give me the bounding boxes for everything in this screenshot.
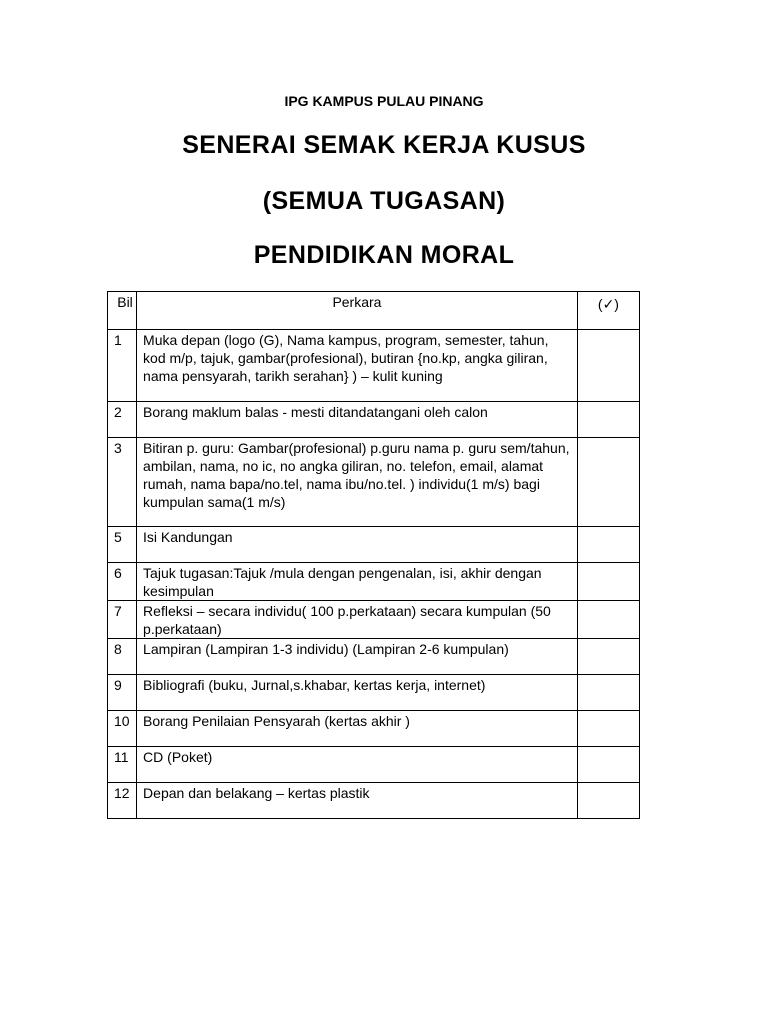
document-subject: PENDIDIKAN MORAL (253, 241, 515, 269)
table-row (108, 330, 640, 402)
row-number: 10 (108, 711, 137, 747)
header-bil: Bil (108, 292, 137, 330)
row-item: Isi Kandungan (137, 527, 578, 563)
row-item: Muka depan (logo (G), Nama kampus, program, semester, tahun, kod m/p, tajuk, gambar(profesional), butiran {no.kp, angka giliran, nama pensyarah, tarikh serahan} ) – kulit kuning (137, 330, 578, 402)
header-row (108, 292, 640, 330)
row-item: Lampiran (Lampiran 1-3 individu) (Lampiran 2-6 kumpulan) (137, 639, 578, 675)
table-row (108, 747, 640, 783)
row-check-cell[interactable] (577, 675, 639, 711)
row-check-cell[interactable] (577, 783, 639, 819)
row-item: Borang maklum balas - mesti ditandatangani oleh calon (137, 402, 578, 438)
row-check-cell[interactable] (577, 711, 639, 747)
row-number: 6 (108, 563, 137, 601)
row-item: Bibliografi (buku, Jurnal,s.khabar, kertas kerja, internet) (137, 675, 578, 711)
row-item: CD (Poket) (137, 747, 578, 783)
row-check-cell[interactable] (577, 639, 639, 675)
table-row (108, 601, 640, 639)
row-item: Tajuk tugasan:Tajuk /mula dengan pengenalan, isi, akhir dengan kesimpulan (137, 563, 578, 601)
header-perkara: Perkara (137, 292, 578, 330)
row-number: 8 (108, 639, 137, 675)
table-row (108, 563, 640, 601)
row-number: 1 (108, 330, 137, 402)
table-row (108, 402, 640, 438)
document-title: SENERAI SEMAK KERJA KUSUS (182, 131, 586, 159)
row-check-cell[interactable] (577, 563, 639, 601)
table-row (108, 527, 640, 563)
table-row (108, 675, 640, 711)
row-check-cell[interactable] (577, 527, 639, 563)
table-row (108, 438, 640, 527)
row-number: 11 (108, 747, 137, 783)
row-number: 3 (108, 438, 137, 527)
table-row (108, 639, 640, 675)
checklist-table (107, 291, 640, 819)
institution-name: IPG KAMPUS PULAU PINANG (284, 93, 484, 109)
row-check-cell[interactable] (577, 402, 639, 438)
row-item: Depan dan belakang – kertas plastik (137, 783, 578, 819)
row-item: Bitiran p. guru: Gambar(profesional) p.guru nama p. guru sem/tahun, ambilan, nama, no ic, no angka giliran, no. telefon, email, alamat rumah, nama bapa/no.tel, nama ibu/no.tel. ) individu(1 m/s) bagi kumpulan sama(1 m/s) (137, 438, 578, 527)
row-number: 7 (108, 601, 137, 639)
row-check-cell[interactable] (577, 747, 639, 783)
row-check-cell[interactable] (577, 438, 639, 527)
table-row (108, 711, 640, 747)
row-number: 5 (108, 527, 137, 563)
header-check: (✓) (577, 292, 639, 330)
row-number: 9 (108, 675, 137, 711)
row-item: Borang Penilaian Pensyarah (kertas akhir ) (137, 711, 578, 747)
row-number: 12 (108, 783, 137, 819)
table-row (108, 783, 640, 819)
row-check-cell[interactable] (577, 330, 639, 402)
row-item: Refleksi – secara individu( 100 p.perkataan) secara kumpulan (50 p.perkataan) (137, 601, 578, 639)
row-number: 2 (108, 402, 137, 438)
row-check-cell[interactable] (577, 601, 639, 639)
document-subtitle: (SEMUA TUGASAN) (262, 187, 506, 215)
